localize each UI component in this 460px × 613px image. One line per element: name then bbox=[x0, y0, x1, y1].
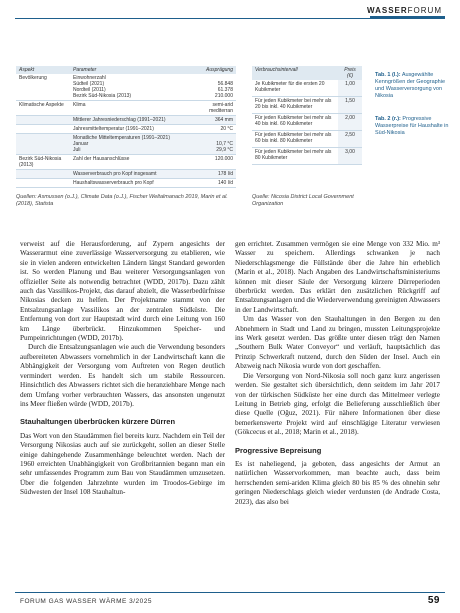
table-cell: Haushaltswasserverbrauch pro Kopf bbox=[70, 179, 190, 188]
table-cell: Einwohnerzahl Südteil (2021) Nordteil (2011) Bezirk Süd-Nikosia (2013) bbox=[70, 74, 190, 101]
table-cell: Klima bbox=[70, 101, 190, 116]
table-cell: 56.848 61.378 210.000 bbox=[190, 74, 236, 101]
footer-rule bbox=[15, 592, 445, 593]
table-row bbox=[252, 97, 362, 114]
table-cell bbox=[16, 170, 70, 179]
paragraph: gen errichtet. Zusammen vermögen sie eine Menge von 332 Mio. m³ Wasser zu speichern. Allerdings schwanken je nach Niederschlagsmenge die Füllstände über die Jahre hin erheblich (Marin et al., 2018). Nach Angaben des Landwirtschaftsministeriums können mit dieser Säule der Versorgung kürzere Dürreperioden überbrückt werden. Das erklärt den zusätzlichen Rückgriff auf Entsalzungsanlagen und die Wiederverwendung gereinigten Abwassers in der Landwirtschaft. bbox=[235, 240, 440, 314]
caption-table1 bbox=[375, 72, 455, 100]
caption1-text: Ausgewählte Kenngrößen der Geographie und Wasserversorgung von Nikosia bbox=[375, 72, 446, 99]
table1-source: Quellen: Asmussen (o.J.), Climate Data (o.J.), Fischer Weltalmanach 2019, Marin et al. (2018), Statista bbox=[16, 194, 228, 207]
table-row bbox=[16, 170, 236, 179]
table-cell: 3,00 bbox=[338, 148, 362, 165]
paragraph: Durch die Entsalzungsanlagen wie auch die Verwendung besonders aufbereiteten Abwassers vornehmlich in der Landwirtschaft kann die Abhängigkeit der Versorgung vom Auftreten von Regen deutlich vermindert werden. Es handelt sich um stabile Ressourcen. Hinsichtlich des Abwassers richtet sich die heranziehbare Menge nach dem Umfang vorher verbrauchten Wassers, das ansonsten ungenutzt ins Meer fließen würde (WDD, 2017b). bbox=[20, 343, 225, 408]
table-cell: Für jeden Kubikmeter bei mehr als 80 Kubikmeter bbox=[252, 148, 338, 165]
table-header-cell: Ausprägung bbox=[190, 66, 236, 74]
paragraph: Die Versorgung von Nord-Nikosia soll noch ganz kurz angerissen werden. Sie gestaltet sich übersichtlich, denn seitdem im Jahr 2017 von der türkischen Südküste her eine durch das Mittelmeer verlegte Leitung in Betrieb ging, erfolgt die Belieferung ausschließlich über diese Quelle (Oğuz, 2021). Für nähere Informationen über diese bemerkenswerte Projekt wird auf einschlägige Literatur verwiesen (Gökcecus et al., 2018; Marin et al., 2018). bbox=[235, 371, 440, 437]
table-header-cell: Verbrauchsintervall bbox=[252, 66, 338, 80]
table-cell: Jahresmitteltemperatur (1991–2021) bbox=[70, 125, 190, 134]
table-cell: Zahl der Hausanschlüsse bbox=[70, 155, 190, 170]
footer-publication: FORUM GAS WASSER WÄRME 3/2025 bbox=[20, 598, 153, 605]
table-cell: Für jeden Kubikmeter bei mehr als 60 bis inkl. 80 Kubikmeter bbox=[252, 131, 338, 148]
table-geography bbox=[16, 66, 236, 188]
table-cell bbox=[16, 134, 70, 155]
paragraph: Es ist naheliegend, ja geboten, dass angesichts der Armut an natürlichen Wasservorkommen, man beachte auch, dass beim herrschenden semi-ariden Klima gleich 80 bis 85 % des ohnehin sehr geringen Niederschlags gleich wieder verdunsten (de Andrade Costa, 2023), das also bei bbox=[235, 459, 440, 506]
paragraph: Um das Wasser von den Stauhaltungen in den Bergen zu den Abnehmern in Stadt und Land zu bringen, mussten Leitungsprojekte ins Werk gesetzt werden. Das größte unter diesen trägt den Namen „Southern Bulk Water Conveyor“ und verläuft, hauptsächlich das Prinzip Schwerkraft nutzend, durch den Süden der Insel. Auch ein Abzweig nach Nikosia wurde von dort geschaffen. bbox=[235, 315, 440, 371]
table-cell: 20 °C bbox=[190, 125, 236, 134]
table-cell: 2,50 bbox=[338, 131, 362, 148]
table-header-cell: Parameter bbox=[70, 66, 190, 74]
page-number: 59 bbox=[427, 595, 440, 606]
header-rule bbox=[15, 18, 445, 19]
table-row bbox=[16, 116, 236, 125]
table-cell: 1,50 bbox=[338, 97, 362, 114]
article-right-column bbox=[235, 240, 440, 507]
table-row bbox=[16, 155, 236, 170]
table-cell: Je Kubikmeter für die ersten 20 Kubikmeter bbox=[252, 80, 338, 97]
caption2-label: Tab. 2 (r.): bbox=[375, 116, 401, 122]
header-brand: FORUM bbox=[407, 6, 442, 15]
table-water-prices bbox=[252, 66, 362, 165]
table-row bbox=[16, 179, 236, 188]
table-cell: semi-arid mediterran bbox=[190, 101, 236, 116]
table-cell: Wasserverbrauch pro Kopf insgesamt bbox=[70, 170, 190, 179]
page-footer bbox=[20, 595, 440, 606]
table-cell: 178 l/d bbox=[190, 170, 236, 179]
table-cell: Bezirk Süd-Nikosia (2013) bbox=[16, 155, 70, 170]
table-row bbox=[16, 134, 236, 155]
subheading: Stauhaltungen überbrücken kürzere Dürren bbox=[20, 417, 176, 427]
header-brand-bold: WASSER bbox=[367, 6, 408, 15]
table-cell: 2,00 bbox=[338, 114, 362, 131]
table-cell bbox=[16, 179, 70, 188]
table-row bbox=[252, 80, 362, 97]
table-row bbox=[252, 114, 362, 131]
table-header-cell: Aspekt bbox=[16, 66, 70, 74]
table-cell bbox=[16, 116, 70, 125]
magazine-header bbox=[367, 6, 442, 15]
table-cell: Klimatische Aspekte bbox=[16, 101, 70, 116]
table-cell: 364 mm bbox=[190, 116, 236, 125]
table-cell: Für jeden Kubikmeter bei mehr als 20 bis inkl. 40 Kubikmeter bbox=[252, 97, 338, 114]
caption1-label: Tab. 1 (l.): bbox=[375, 72, 401, 78]
caption-table2 bbox=[375, 116, 455, 137]
table-row bbox=[252, 131, 362, 148]
paragraph: Das Wort von den Staudämmen fiel bereits kurz. Nachdem ein Teil der Versorgung Nikosias auch auf sie zurückgeht, sollen an dieser Stelle einige dahingehende Zusammenhänge beleuchtet werden. Nach der 1960 erreichten Unabhängigkeit von Großbritannien begann man ein sehr umfassendes Programm zum Bau von Staudämmen umzusetzen. Über die folgenden Jahrzehnte wurden im Troodos-Gebirge im Südwesten der Insel 108 Stauhaltun- bbox=[20, 431, 225, 497]
table-cell: 1,00 bbox=[338, 80, 362, 97]
table-cell: 140 l/d bbox=[190, 179, 236, 188]
table-row bbox=[16, 101, 236, 116]
paragraph: verweist auf die Herausforderung, auf Zypern angesichts der Wasserarmut eine zuverlässige Wasserversorgung zu etablieren, wie sie in vielen anderen entwickelten Ländern längst Standard geworden ist. So werden Planung und Bau weiterer Versorgungsanlagen von offizieller Seite als notwendig betrachtet (WDD, 2017b). Dazu zählt auch das Vassilikos-Projekt, das darauf abzielt, die Wasserbedürfnisse Nikosias decken zu helfen. Der Projektname stammt von der Entsalzungsanlage Vassilikos an der zentralen Südküste. Die Entfernung von dort zur Hauptstadt wird durch eine Leitung von 160 km Länge überbrückt. Hinzukommen Speicher- und Pumpeinrichtungen (WDD, 2017b). bbox=[20, 240, 225, 343]
table-cell: Bevölkerung bbox=[16, 74, 70, 101]
header-accent-rule bbox=[370, 16, 445, 18]
table-cell bbox=[16, 125, 70, 134]
table2-source: Quelle: Nicosia District Local Government Organization bbox=[252, 194, 354, 207]
table-header-cell: Preis (€) bbox=[338, 66, 362, 80]
subheading: Progressive Bepreisung bbox=[235, 445, 322, 455]
table-cell: 10,7 °C 29,9 °C bbox=[190, 134, 236, 155]
article-left-column bbox=[20, 240, 225, 498]
table-row bbox=[16, 125, 236, 134]
table-cell: Mittlerer Jahresniederschlag (1991–2021) bbox=[70, 116, 190, 125]
table-row bbox=[16, 74, 236, 101]
caption2-text: Progressive Wasserpreise für Haushalte in Süd-Nikosia bbox=[375, 116, 449, 136]
table-row bbox=[252, 148, 362, 165]
table-cell: 120.000 bbox=[190, 155, 236, 170]
table-cell: Für jeden Kubikmeter bei mehr als 40 bis inkl. 60 Kubikmeter bbox=[252, 114, 338, 131]
table-cell: Monatliche Mitteltemperaturen (1991–2021) Januar Juli bbox=[70, 134, 190, 155]
